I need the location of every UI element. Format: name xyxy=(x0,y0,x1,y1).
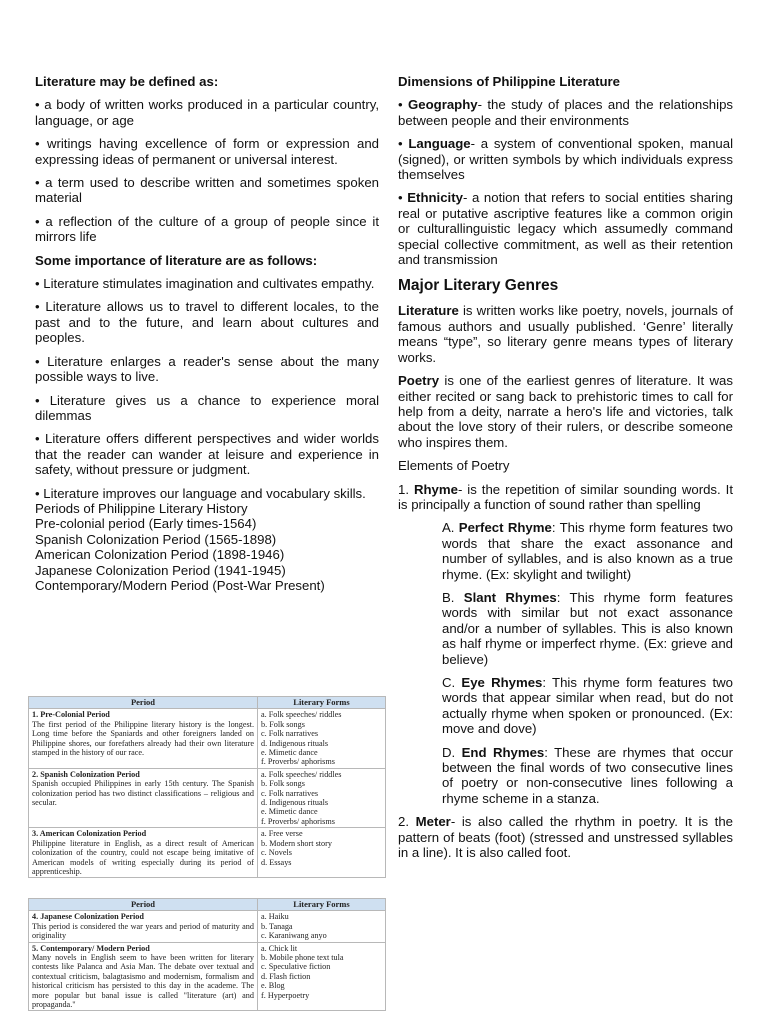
form-item: a. Haiku xyxy=(261,912,289,922)
period-description: The first period of the Philippine literary history is the longest. Long time before the Spaniards and other foreigners landed on Philippine shores, our forefathers already had their own literature stamped in the history of our race. xyxy=(32,719,254,758)
elements-heading: Elements of Poetry xyxy=(398,458,510,474)
period-item: Pre-colonial period (Early times-1564) xyxy=(35,516,257,532)
rhyme-type-text: : This rhyme form features words with similar but not exact assonance and/or a number of syllables. This is also known as half rhyme or imperfect rhyme. (Ex: grieve and believe) xyxy=(442,589,734,667)
rhyme-type-item xyxy=(398,590,733,667)
dimension-text: - a system of conventional spoken, manual (signed), or written symbols by which individuals express themselves xyxy=(398,136,734,183)
dimensions-heading: Dimensions of Philippine Literature xyxy=(398,74,621,89)
period-title: 2. Spanish Colonization Period xyxy=(32,769,140,779)
rhyme-type-text: : These are rhymes that occur between the final words of two consecutive lines of poetry or non-consecutive lines following a rhyme scheme in a stanza. xyxy=(442,744,733,806)
rhyme-type-term: Perfect Rhyme xyxy=(458,520,552,536)
periods-table-2 xyxy=(28,898,386,1011)
form-item: f. Proverbs/ aphorisms xyxy=(261,757,335,767)
period-description: This period is considered the war years and period of maturity and originality xyxy=(32,921,254,941)
form-item: d. Indigenous rituals xyxy=(261,738,329,748)
form-item: c. Folk narratives xyxy=(261,788,319,798)
period-item: American Colonization Period (1898-1946) xyxy=(35,547,285,563)
period-item: Spanish Colonization Period (1565-1898) xyxy=(35,531,277,547)
rhyme-type-term: Eye Rhymes xyxy=(461,675,543,690)
rhyme-type-item xyxy=(398,745,733,807)
form-item: e. Mimetic dance xyxy=(261,807,318,817)
table-row xyxy=(29,942,386,1011)
importance-item: • Literature offers different perspectives and wider worlds that the reader can wander at leisure and experience in safety, without pressure or judgment. xyxy=(35,431,379,478)
form-item: b. Mobile phone text tula xyxy=(261,953,344,963)
table-row xyxy=(29,911,386,942)
poetry-text: is one of the earliest genres of literature. It was either recited or sang back to prehistoric times to call for help from a deity, narrate a hero's life and victories, talk about the love story of their rulers, or describe someone who inspires them. xyxy=(398,373,733,450)
form-item: a. Free verse xyxy=(261,829,303,839)
period-description: Spanish occupied Philippines in early 15th century. The Spanish colonization period has two distinct classifications – religious and secular. xyxy=(32,779,254,808)
rhyme-letter: B. xyxy=(442,589,464,605)
form-item: a. Folk speeches/ riddles xyxy=(261,769,342,779)
form-item: f. Proverbs/ aphorisms xyxy=(261,816,335,826)
rhyme-text: - is the repetition of similar sounding words. It is principally a function of sound rather than spelling xyxy=(398,481,733,512)
form-item: d. Flash fiction xyxy=(261,971,311,981)
dimension-term: Ethnicity xyxy=(407,190,463,206)
rhyme-letter: D. xyxy=(442,744,462,760)
definition-item: • a reflection of the culture of a group of people since it mirrors life xyxy=(35,213,379,245)
periods-heading: Periods of Philippine Literary History xyxy=(35,500,248,516)
meter-text: - is also called the rhythm in poetry. It is the pattern of beats (foot) (stressed and unstressed syllables in a line). It is also called foot. xyxy=(398,814,733,861)
importance-item: • Literature stimulates imagination and cultivates empathy. xyxy=(35,276,375,292)
form-item: b. Folk songs xyxy=(261,719,305,729)
meter-number: 2. xyxy=(398,814,416,830)
period-title: 1. Pre-Colonial Period xyxy=(32,710,110,720)
definition-item: • a term used to describe written and sometimes spoken material xyxy=(35,175,379,206)
dimension-item: • Ethnicity- a notion that refers to social entities sharing real or putative ascriptive features like a common origin or culturallinguistic legacy which assumedly command special collective commitment, as well as their retention and transmission xyxy=(398,190,733,268)
importance-item: • Literature allows us to travel to different locales, to the past and to the future, and learn about cultures and peoples. xyxy=(35,299,379,346)
literature-paragraph xyxy=(398,303,733,365)
form-item: b. Tanaga xyxy=(261,921,293,931)
dimension-item: • Language- a system of conventional spoken, manual (signed), or written symbols by which individuals express themselves xyxy=(398,136,734,183)
importance-item: • Literature improves our language and vocabulary skills. xyxy=(35,485,366,501)
genres-heading: Major Literary Genres xyxy=(398,277,559,295)
right-column xyxy=(398,74,733,860)
definition-heading: Literature may be defined as: xyxy=(35,74,219,89)
form-item: e. Blog xyxy=(261,981,285,991)
dimension-text: - the study of places and the relationships between people and their environments xyxy=(398,97,733,128)
importance-heading: Some importance of literature are as follows: xyxy=(35,252,318,268)
table-header-period: Period xyxy=(29,697,258,709)
period-description: Many novels in English seem to have been written for literary contests like Palanca and Asia Man. The debate over textual and contextual criticism, balagtasismo and modernism, formalism and historical criticism has persisted to this day in the academe. The more popular but banal issue is called "literature (art) and propaganda." xyxy=(32,953,254,1010)
table-header-row xyxy=(29,899,386,911)
literature-text: is written works like poetry, novels, journals of famous authors and usually published. ‘Genre’ literally means “type”, so literary genre means types of literary works. xyxy=(398,303,733,365)
periods-table-1 xyxy=(28,696,386,878)
rhyme-type-text: : This rhyme form features two words that appear similar when read, but do not actually rhyme when spoken or pronounced. (Ex: move and dove) xyxy=(442,675,733,737)
rhyme-term: Rhyme xyxy=(413,481,458,497)
table-header-forms: Literary Forms xyxy=(258,899,386,911)
form-item: d. Essays xyxy=(261,857,292,867)
table-row xyxy=(29,709,386,768)
rhyme-type-term: End Rhymes xyxy=(461,744,545,760)
literature-term: Literature xyxy=(398,303,459,319)
meter-term: Meter xyxy=(415,814,451,830)
importance-item: • Literature enlarges a reader's sense about the many possible ways to live. xyxy=(35,353,379,385)
dimension-text: - a notion that refers to social entities sharing real or putative ascriptive features like a common origin or culturallinguistic legacy which assumedly command special collective commitment, as well as their retention and transmission xyxy=(398,190,733,268)
poetry-term: Poetry xyxy=(398,373,440,389)
rhyme-type-text: : This rhyme form features two words that share the exact assonance and number of syllables, and is also known as a true rhyme. (Ex: skylight and twilight) xyxy=(442,520,733,582)
definition-item: • a body of written works produced in a particular country, language, or age xyxy=(35,97,379,128)
rhyme-letter: A. xyxy=(442,520,459,536)
importance-item: • Literature gives us a chance to experience moral dilemmas xyxy=(35,392,379,423)
period-title: 4. Japanese Colonization Period xyxy=(32,912,144,922)
rhyme-type-item xyxy=(398,520,733,582)
rhyme-type-item xyxy=(398,675,733,737)
rhyme-number: 1. xyxy=(398,481,414,497)
table-header-forms: Literary Forms xyxy=(258,697,386,709)
period-description: Philippine literature in English, as a direct result of American colonization of the country, could not escape being imitative of American models of writing especially during its period of apprenticeship. xyxy=(32,838,254,876)
left-column xyxy=(35,74,379,593)
period-item: Contemporary/Modern Period (Post-War Present) xyxy=(35,577,325,593)
form-item: a. Chick lit xyxy=(261,943,298,953)
period-title: 3. American Colonization Period xyxy=(32,829,147,839)
table-row xyxy=(29,768,386,827)
form-item: a. Folk speeches/ riddles xyxy=(261,710,342,720)
form-item: c. Karaniwang anyo xyxy=(261,931,327,941)
form-item: c. Folk narratives xyxy=(261,729,319,739)
form-item: c. Speculative fiction xyxy=(261,962,331,972)
period-title: 5. Contemporary/ Modern Period xyxy=(32,943,150,953)
form-item: b. Folk songs xyxy=(261,779,305,789)
rhyme-type-term: Slant Rhymes xyxy=(463,589,557,605)
table-header-row xyxy=(29,697,386,709)
table-row xyxy=(29,828,386,878)
period-item: Japanese Colonization Period (1941-1945) xyxy=(35,562,286,578)
table-header-period: Period xyxy=(29,899,258,911)
rhyme-letter: C. xyxy=(442,675,462,690)
form-item: d. Indigenous rituals xyxy=(261,798,329,808)
poetry-paragraph xyxy=(398,373,733,450)
form-item: e. Mimetic dance xyxy=(261,748,318,758)
dimension-term: Language xyxy=(408,136,471,152)
definition-item: • writings having excellence of form or expression and expressing ideas of permanent or universal interest. xyxy=(35,136,379,167)
form-item: c. Novels xyxy=(261,848,292,858)
form-item: b. Modern short story xyxy=(261,838,332,848)
rhyme-paragraph xyxy=(398,482,733,513)
form-item: f. Hyperpoetry xyxy=(261,990,310,1000)
dimension-term: Geography xyxy=(408,97,478,113)
dimension-item: • Geography- the study of places and the relationships between people and their environments xyxy=(398,97,733,128)
meter-paragraph xyxy=(398,814,733,860)
